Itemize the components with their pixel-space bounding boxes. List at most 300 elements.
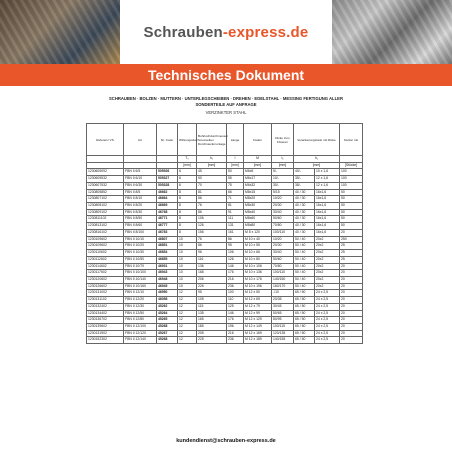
table-cell: FBN II 8/10 [124, 196, 157, 203]
symbol-cell: h₀ [197, 156, 227, 163]
table-cell: 1230131902 [87, 330, 124, 337]
unit-cell: [mm] [227, 162, 244, 169]
table-cell: 131 [227, 223, 244, 230]
table-cell: 46664 [157, 196, 178, 203]
table-cell: 1230139602 [87, 323, 124, 330]
table-cell: M 10 x 136 [244, 270, 272, 277]
table-cell: FBN II 12/20 [124, 297, 157, 304]
table-cell: 1230126602 [87, 283, 124, 290]
table-cell: 10 [178, 276, 197, 283]
unit-cell: [mm] [294, 162, 340, 169]
table-cell: M 12 x 149 [244, 323, 272, 330]
table-row [87, 323, 363, 330]
table-cell: 16x1,6 [315, 203, 340, 210]
product-table [86, 123, 363, 344]
table-cell: 25 [340, 256, 363, 263]
table-cell: 505327 [157, 176, 178, 183]
table-cell: 136 [197, 263, 227, 270]
logo[interactable] [120, 0, 332, 64]
table-cell: M 12 x 129 [244, 317, 272, 324]
table-cell: 100/110 [272, 270, 294, 277]
table-cell: M 8 x 120 [244, 229, 272, 236]
table-cell: FBN II 10/30 [124, 250, 157, 257]
table-cell: 46669 [157, 203, 178, 210]
table-cell: 16x1,6 [315, 216, 340, 223]
table-cell: M8x30 [244, 203, 272, 210]
table-cell: 40 / 30 [294, 216, 315, 223]
table-cell: 45268 [157, 337, 178, 344]
table-cell: 46771 [157, 216, 178, 223]
table-cell: 46058 [157, 297, 178, 304]
table-cell: M6x17 [244, 176, 272, 183]
table-cell: 76 [197, 203, 227, 210]
unit-cell [87, 162, 124, 169]
symbol-cell: M [244, 156, 272, 163]
table-cell: 236 [227, 337, 244, 344]
table-cell: -/10 [272, 290, 294, 297]
symbol-cell [124, 156, 157, 163]
table-cell: FBN II 8/20 [124, 203, 157, 210]
unit-cell: [mm] [178, 162, 197, 169]
table-cell: FBN II 10/50 [124, 256, 157, 263]
table-cell: 12 x 1,6 [315, 176, 340, 183]
table-cell: M 12 x 69 [244, 297, 272, 304]
table-cell: M8x15 [244, 189, 272, 196]
table-cell: 8 [178, 196, 197, 203]
table-row [87, 176, 363, 183]
table-cell: M 10 x 80 [244, 256, 272, 263]
header-banner [0, 0, 452, 64]
table-cell: 24 x 2,5 [315, 317, 340, 324]
table-cell: 35/- [294, 176, 315, 183]
table-cell: 70/80 [272, 263, 294, 270]
unit-row [87, 162, 363, 169]
table-cell: 76 [197, 236, 227, 243]
subtitle-line1: SCHRAUBEN · BOLZEN · MUTTERN · UNTERLEGSCHEIBEN · DREHEN · EDELSTAHL · MESSING FERTIGUNG ALLER [109, 96, 343, 101]
table-cell: M 10 x 55 [244, 243, 272, 250]
table-cell: 24 x 2,5 [315, 303, 340, 310]
table-cell: FBN II 10/70 [124, 263, 157, 270]
table-cell: FBN II 12/10 [124, 290, 157, 297]
table-cell: 6 [178, 169, 197, 176]
table-cell: 96 [197, 250, 227, 257]
table-cell: FBN II 12/140 [124, 337, 157, 344]
table-cell: 46943 [157, 270, 178, 277]
table-row [87, 256, 363, 263]
table-row [87, 303, 363, 310]
table-cell: 1230136702 [87, 317, 124, 324]
table-cell: 46950 [157, 290, 178, 297]
table-cell: 65 / 50 [294, 303, 315, 310]
symbol-row [87, 156, 363, 163]
table-cell: 1230131002 [87, 290, 124, 297]
table-cell: 46945 [157, 283, 178, 290]
table-cell: 20 [340, 317, 363, 324]
table-cell: FBN II 12/100 [124, 323, 157, 330]
symbol-cell: t₁ [272, 156, 294, 163]
tools-photo [0, 0, 120, 64]
table-cell: 95 [197, 290, 227, 297]
table-cell: 1230811102 [87, 216, 124, 223]
table-cell: 1230807102 [87, 196, 124, 203]
table-cell: 50 / 40 [294, 243, 315, 250]
col-header-length: Länge [227, 124, 244, 156]
table-row [87, 209, 363, 216]
table-cell: 20 [340, 330, 363, 337]
table-cell: 40 / 30 [294, 196, 315, 203]
col-header-fix-thickness: Dicke zum Fixieren [272, 124, 294, 156]
table-cell: FBN II 10/20 [124, 243, 157, 250]
table-cell: 45268 [157, 323, 178, 330]
table-cell: 100 [340, 182, 363, 189]
table-cell: 1230808102 [87, 203, 124, 210]
table-cell: 12 [178, 317, 197, 324]
material-label: VERZINKTER STAHL [205, 110, 247, 115]
table-row [87, 216, 363, 223]
table-cell: 66 [227, 189, 244, 196]
table-cell: 135 [197, 310, 227, 317]
table-cell: 55 [227, 176, 244, 183]
col-header-carton: Karton mit [340, 124, 363, 156]
col-header-reference: Referenz VS [87, 124, 124, 156]
col-header-drill-hole: Bohrlochdurchmesser bei Durchsteckmontage [197, 124, 227, 156]
table-cell: 10 x 1,6 [315, 169, 340, 176]
symbol-cell [340, 156, 363, 163]
table-cell: 8 [178, 229, 197, 236]
table-cell: 20x2 [315, 283, 340, 290]
logo-part1: Schrauben [143, 23, 223, 41]
table-cell: 168 [197, 270, 227, 277]
table-cell: 12 [178, 303, 197, 310]
table-cell: 46948 [157, 276, 178, 283]
table-row [87, 203, 363, 210]
table-cell: 100 [340, 176, 363, 183]
table-cell: 126 [227, 256, 244, 263]
table-cell: FBN II 12/120 [124, 330, 157, 337]
subtitle-text [20, 96, 432, 108]
table-cell: 20 [340, 303, 363, 310]
table-head [87, 124, 363, 169]
table-cell: 100/110 [272, 229, 294, 236]
table-cell: M6x32 [244, 182, 272, 189]
col-header-anchor-depth: Verankerungstiefe mit Dicke [294, 124, 340, 156]
table-cell: 10 [178, 256, 197, 263]
table-cell: 106 [197, 216, 227, 223]
table-cell: FBN II 12/80 [124, 317, 157, 324]
table-row [87, 276, 363, 283]
table-cell: 16x1,6 [315, 209, 340, 216]
table-cell: 111 [227, 216, 244, 223]
table-cell: 1230109602 [87, 236, 124, 243]
table-cell: 46931 [157, 263, 178, 270]
table-cell: 45265 [157, 317, 178, 324]
table-cell: M 12 x 99 [244, 310, 272, 317]
table-cell: 1230809102 [87, 209, 124, 216]
table-cell: 12 [178, 323, 197, 330]
table-row [87, 189, 363, 196]
table-cell: 20 [340, 270, 363, 277]
table-cell: M8x20 [244, 196, 272, 203]
table-cell: 176 [227, 270, 244, 277]
table-cell: FBN II 12/30 [124, 303, 157, 310]
table-cell: 505926 [157, 169, 178, 176]
table-cell: 10 [178, 243, 197, 250]
table-cell: 75 [227, 182, 244, 189]
col-header-thread: Faden [244, 124, 272, 156]
table-cell: 1230117602 [87, 270, 124, 277]
col-header-diameter: Wirkungsdurchmesser [178, 124, 197, 156]
table-cell: 20 [340, 323, 363, 330]
table-cell: 30/45 [272, 303, 294, 310]
table-cell: 20 [340, 229, 363, 236]
table-cell: FBN II 10/140 [124, 276, 157, 283]
col-header-code: Nr. Code [157, 124, 178, 156]
table-cell: 226 [197, 283, 227, 290]
table-body [87, 169, 363, 344]
table-row [87, 250, 363, 257]
table-cell: 20x2 [315, 270, 340, 277]
table-cell: FBN II 10/10 [124, 236, 157, 243]
table-cell: 16x1,6 [315, 196, 340, 203]
table-cell: 1230805852 [87, 189, 124, 196]
table-cell: 81 [227, 203, 244, 210]
table-row [87, 236, 363, 243]
unit-cell: [Stücke] [340, 162, 363, 169]
table-cell: 16x1,6 [315, 223, 340, 230]
table-cell: 65 / 50 [294, 290, 315, 297]
table-cell: M 12 x 169 [244, 330, 272, 337]
table-cell: 146 [227, 310, 244, 317]
symbol-cell: h₁ [294, 156, 340, 163]
table-cell: 1230152302 [87, 337, 124, 344]
table-cell: 70 [197, 182, 227, 189]
document-title-bar [0, 64, 452, 86]
table-cell: 20x2 [315, 243, 340, 250]
table-cell: 25 [340, 243, 363, 250]
table-cell: 65 / 50 [294, 330, 315, 337]
table-cell: 40 / 30 [294, 203, 315, 210]
table-cell: 45 [197, 169, 227, 176]
table-cell: 20x2 [315, 276, 340, 283]
table-cell: 71 [227, 196, 244, 203]
table-cell: 185 [197, 323, 227, 330]
table-cell: FBN II 12/50 [124, 310, 157, 317]
table-cell: 86 [197, 209, 227, 216]
table-cell: 95 [227, 243, 244, 250]
table-cell: 20x2 [315, 236, 340, 243]
subtitle-line2: SONDERTEILE AUF ANFRAGE [195, 102, 257, 107]
table-cell: 8 [178, 203, 197, 210]
symbol-cell: T₀ [178, 156, 197, 163]
table-cell: M 10 x 40 [244, 236, 272, 243]
table-cell: 176 [227, 317, 244, 324]
table-row [87, 223, 363, 230]
table-cell: 10 [178, 250, 197, 257]
table-cell: 20 [340, 297, 363, 304]
table-cell: 10/- [272, 176, 294, 183]
table-row [87, 263, 363, 270]
table-cell: 25 [340, 250, 363, 257]
table-cell: 46662 [157, 189, 178, 196]
table-cell: 236 [227, 283, 244, 290]
table-cell: 24 x 2,5 [315, 323, 340, 330]
table-cell: 1230131102 [87, 297, 124, 304]
table-cell: 1230607532 [87, 182, 124, 189]
table-cell: FBN II 8/50 [124, 216, 157, 223]
table-cell: 40 / 30 [294, 209, 315, 216]
footer-email[interactable]: kundendienst@schrauben-express.de [176, 438, 276, 444]
table-cell: 50 / 40 [294, 283, 315, 290]
table-cell: 1230813102 [87, 223, 124, 230]
table-cell: 216 [227, 276, 244, 283]
symbol-cell [157, 156, 178, 163]
table-row [87, 290, 363, 297]
table-cell: 46807 [157, 236, 178, 243]
header-row [87, 124, 363, 156]
table-cell: 110 [227, 297, 244, 304]
table-cell: 86 [227, 236, 244, 243]
table-cell: 126 [197, 223, 227, 230]
table-cell: 40 / 30 [294, 229, 315, 236]
table-cell: 65 / 50 [294, 323, 315, 330]
table-cell: 140/150 [272, 276, 294, 283]
table-cell: 16x1,6 [315, 189, 340, 196]
table-cell: 5/- [272, 169, 294, 176]
table-cell: 50 [340, 216, 363, 223]
table-cell: 46851 [157, 243, 178, 250]
unit-cell: [mm] [197, 162, 227, 169]
table-row [87, 182, 363, 189]
unit-cell [124, 162, 157, 169]
table-cell: 46855 [157, 256, 178, 263]
table-row [87, 310, 363, 317]
table-cell: 205 [197, 330, 227, 337]
document-title: Technisches Dokument [147, 67, 305, 83]
table-cell: 46777 [157, 223, 178, 230]
table-cell: 86 [197, 243, 227, 250]
table-cell: 12 [178, 297, 197, 304]
table-cell: 12 [178, 290, 197, 297]
unit-cell: [mm] [244, 162, 272, 169]
table-cell: 50 / 40 [294, 250, 315, 257]
table-cell: 91 [227, 209, 244, 216]
table-cell: M 10 x 176 [244, 276, 272, 283]
table-cell: 1230110602 [87, 250, 124, 257]
table-cell: 250 [340, 236, 363, 243]
symbol-cell: l [227, 156, 244, 163]
table-cell: 100/115 [272, 323, 294, 330]
table-row [87, 243, 363, 250]
table-cell: 50/60 [272, 216, 294, 223]
table-cell: 40 / 30 [294, 189, 315, 196]
table-cell: 45264 [157, 310, 178, 317]
table-cell: 156 [197, 229, 227, 236]
table-cell: FBN II 6/30 [124, 182, 157, 189]
table-row [87, 270, 363, 277]
table-cell: 20 [340, 283, 363, 290]
table-cell: 165 [197, 317, 227, 324]
table-cell: FBN II 8/30 [124, 209, 157, 216]
table-cell: 1230605532 [87, 176, 124, 183]
table-cell: M8x40 [244, 209, 272, 216]
table-cell: M 12 x 79 [244, 303, 272, 310]
table-cell: 125 [227, 303, 244, 310]
table-cell: 24 x 2,5 [315, 297, 340, 304]
table-cell: 1230109602 [87, 243, 124, 250]
table-cell: M 10 x 196 [244, 283, 272, 290]
table-cell: 10/20 [272, 236, 294, 243]
table-cell: 50 [197, 176, 227, 183]
table-cell: 20 [340, 263, 363, 270]
table-cell: 10 [178, 283, 197, 290]
table-cell: 20 [340, 310, 363, 317]
table-cell: M6x5 [244, 169, 272, 176]
table-cell: 38/- [294, 182, 315, 189]
table-cell: 46768 [157, 209, 178, 216]
table-cell: 20x2 [315, 256, 340, 263]
table-cell: FBN II 8/60 [124, 223, 157, 230]
table-cell: 65 / 50 [294, 337, 315, 344]
table-cell: 505328 [157, 182, 178, 189]
table-cell: 16x1,6 [315, 229, 340, 236]
table-cell: 40 / 30 [294, 223, 315, 230]
col-header-type: Art [124, 124, 157, 156]
table-cell: M 12 x 50 [244, 290, 272, 297]
table-cell: FBN II 6/5 [124, 169, 157, 176]
table-cell: M8x80 [244, 223, 272, 230]
table-cell: 100 [227, 290, 244, 297]
table-cell: 6 [178, 176, 197, 183]
table-cell: 105 [197, 297, 227, 304]
symbol-cell [87, 156, 124, 163]
table-row [87, 330, 363, 337]
table-cell: 50/65 [272, 310, 294, 317]
table-row [87, 283, 363, 290]
table-cell: 24 x 2,5 [315, 337, 340, 344]
table-cell: 46854 [157, 250, 178, 257]
table-cell: 12 x 1,6 [315, 182, 340, 189]
table-cell: 30/40 [272, 209, 294, 216]
table-cell: FBN II 8/100 [124, 229, 157, 236]
table-cell: 115 [197, 303, 227, 310]
table-cell: 1230114602 [87, 263, 124, 270]
table-cell: 50 / 40 [294, 276, 315, 283]
table-cell: 50 / 40 [294, 236, 315, 243]
table-cell: 50 [340, 203, 363, 210]
table-cell: 161 [227, 229, 244, 236]
table-cell: 160/170 [272, 283, 294, 290]
table-cell: 1230132402 [87, 303, 124, 310]
table-row [87, 337, 363, 344]
table-cell: 30/- [272, 182, 294, 189]
table-cell: 45262 [157, 303, 178, 310]
table-cell: M 10 x 106 [244, 263, 272, 270]
table-cell: 5/15 [272, 189, 294, 196]
table-cell: 1230112602 [87, 256, 124, 263]
table-cell: 20/35 [272, 297, 294, 304]
table-cell: 50 [340, 189, 363, 196]
table-cell: 106 [227, 250, 244, 257]
table-cell: 100 [340, 169, 363, 176]
table-cell: 81 [197, 189, 227, 196]
table-row [87, 229, 363, 236]
table-cell: FBN II 10/100 [124, 270, 157, 277]
table-cell: 196 [227, 323, 244, 330]
table-cell: 216 [227, 330, 244, 337]
table-cell: M8x60 [244, 216, 272, 223]
table-cell: 20x2 [315, 250, 340, 257]
table-row [87, 196, 363, 203]
